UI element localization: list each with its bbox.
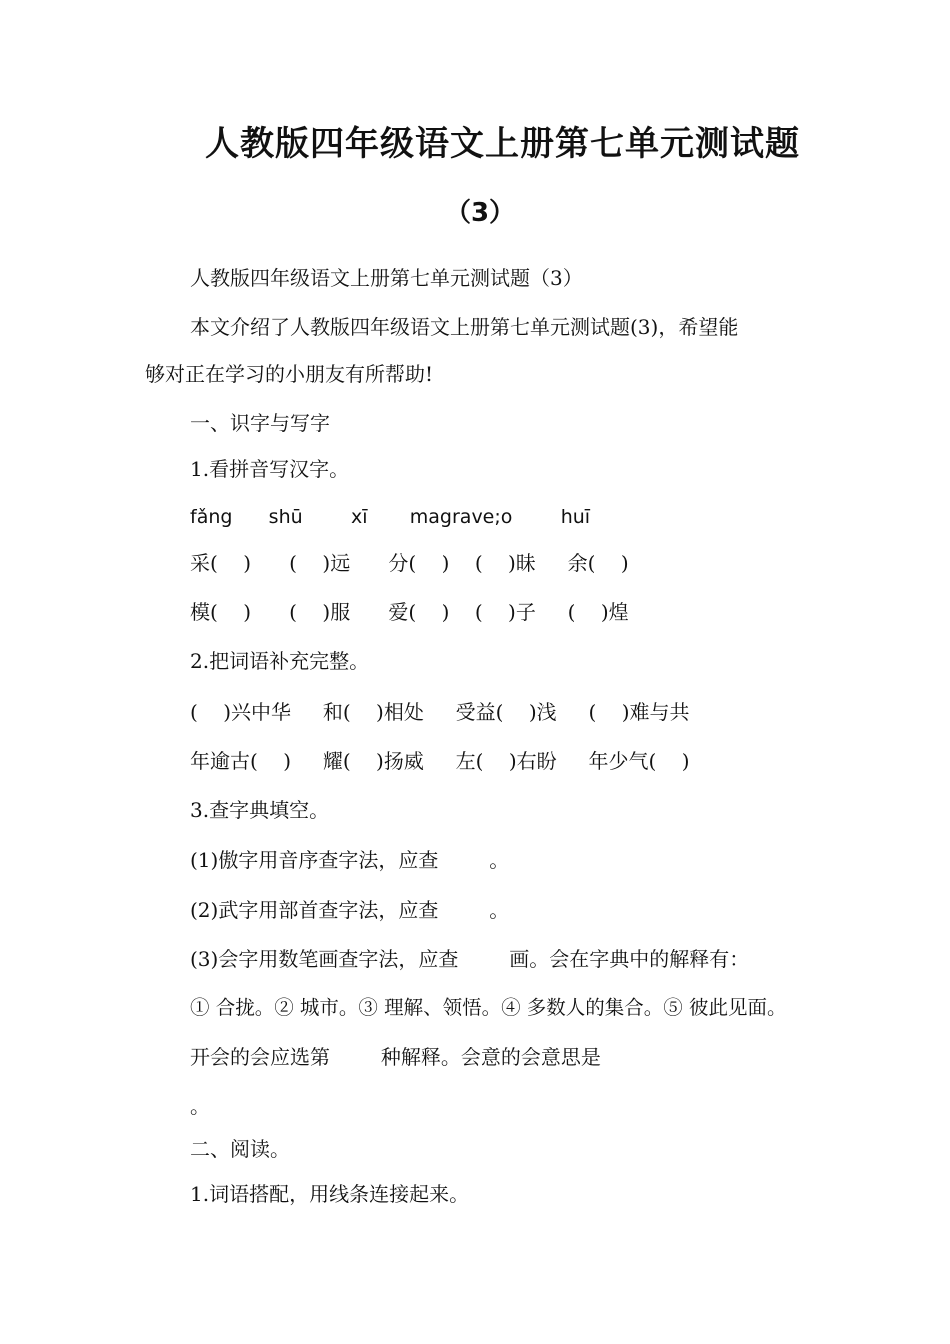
intro-paragraph-line1: 本文介绍了人教版四年级语文上册第七单元测试题(3)，希望能 [190,315,739,339]
question-3-item-4-end: 。 [190,1094,210,1118]
section-heading-2: 二、阅读。 [190,1137,290,1161]
subtitle-paragraph: 人教版四年级语文上册第七单元测试题（3） [190,266,583,290]
document-title-number: （3） [444,198,516,228]
intro-paragraph-line2: 够对正在学习的小朋友有所帮助! [145,362,434,386]
question-2-row-2: 年逾古( ) 耀( )扬威 左( )右盼 年少气( ) [190,749,690,773]
question-1-prompt: 1.看拼音写汉字。 [190,457,350,481]
question-2-row-1: ( )兴中华 和( )相处 受益( )浅 ( )难与共 [190,700,690,724]
question-2-prompt: 2.把词语补充完整。 [190,649,370,673]
question-1-row-2: 模( ) ( )服 爱( ) ( )子 ( )煌 [190,600,629,624]
question-1-row-1: 采( ) ( )远 分( ) ( )昧 余( ) [190,551,629,575]
question-3-item-1: (1)傲字用音序查字法，应查 。 [190,848,510,872]
reading-question-1: 1.词语搭配，用线条连接起来。 [190,1182,470,1206]
section-heading-1: 一、识字与写字 [190,411,330,435]
question-3-definitions: ① 合拢。② 城市。③ 理解、领悟。④ 多数人的集合。⑤ 彼此见面。 [190,996,787,1019]
question-3-prompt: 3.查字典填空。 [190,798,330,822]
pinyin-row: fǎng shū xī magrave;o huī [190,506,591,528]
question-3-item-4: 开会的会应选第 种解释。会意的会意思是 [190,1045,601,1069]
question-3-item-2: (2)武字用部首查字法，应查 。 [190,898,510,922]
document-title: 人教版四年级语文上册第七单元测试题 [205,124,800,164]
question-3-item-3: (3)会字用数笔画查字法，应查 画。会在字典中的解释有： [190,947,750,971]
